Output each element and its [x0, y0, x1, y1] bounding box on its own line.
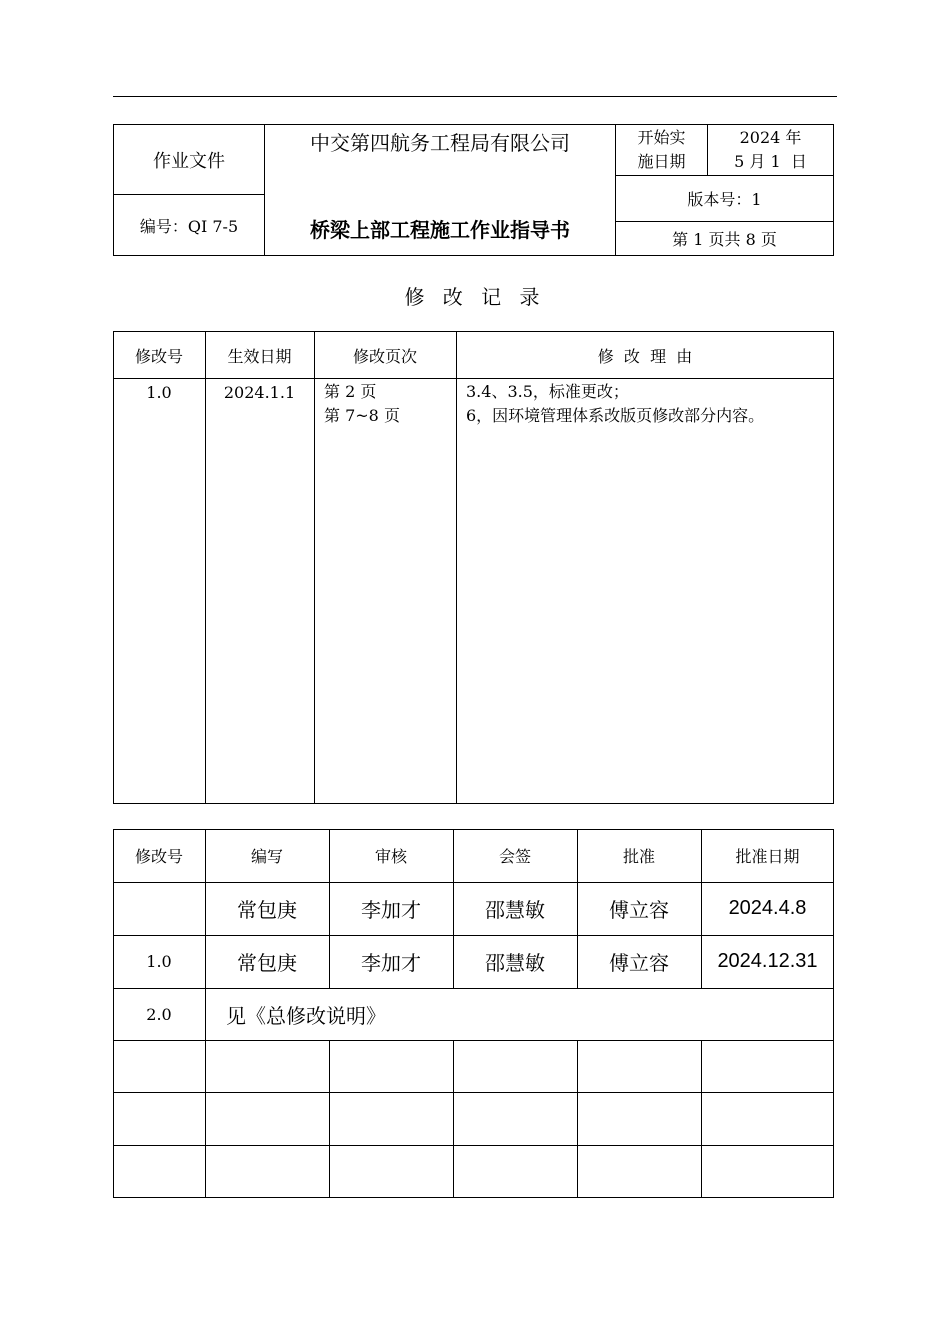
revision-date: 2024.1.1	[223, 382, 296, 402]
approval-reviewer: 李加才	[361, 951, 421, 975]
col-header-no: 修改号	[134, 346, 183, 366]
version: 版本号：1	[615, 175, 834, 222]
approval-col-date: 批准日期	[735, 847, 800, 866]
approval-col-approver: 批准	[622, 847, 655, 866]
approval-note-text: 见《总修改说明》	[226, 1003, 386, 1028]
approval-writer: 常包庚	[237, 951, 297, 975]
approval-col-countersign: 会签	[498, 847, 531, 866]
start-label-line1: 开始实	[637, 128, 686, 147]
col-divider	[314, 331, 315, 804]
doc-type: 作业文件	[113, 124, 265, 195]
approval-countersign: 邵慧敏	[485, 898, 545, 922]
col-divider	[577, 1040, 578, 1198]
header-rule	[113, 96, 837, 97]
col-header-date: 生效日期	[227, 346, 292, 366]
revision-page-item: 第 7~8 页	[324, 406, 400, 425]
approval-no	[113, 882, 205, 935]
start-date-line2: 5 月 1 日	[734, 152, 807, 171]
approval-col-reviewer: 审核	[374, 847, 407, 866]
col-header-reason: 修 改 理 由	[597, 346, 693, 366]
approval-countersign: 邵慧敏	[485, 951, 545, 975]
col-divider	[701, 1040, 702, 1198]
col-divider	[456, 331, 457, 804]
doc-number: 编号：QI 7-5	[113, 194, 265, 256]
revision-pages	[324, 380, 454, 428]
approval-writer: 常包庚	[237, 898, 297, 922]
approval-col-writer: 编写	[250, 847, 283, 866]
approval-no: 2.0	[146, 1004, 172, 1024]
start-date-label	[615, 124, 708, 176]
revision-reasons	[466, 380, 832, 428]
revision-page-item: 第 2 页	[324, 382, 377, 401]
row-divider	[113, 1040, 834, 1041]
col-divider	[329, 1040, 330, 1198]
start-date-line1: 2024 年	[739, 128, 802, 147]
approval-reviewer: 李加才	[361, 898, 421, 922]
revision-reason-item: 6，因环境管理体系改版页修改部分内容。	[466, 406, 765, 425]
revision-record-title: 修 改 记 录	[404, 285, 546, 309]
start-label-line2: 施日期	[637, 152, 686, 171]
row-divider	[113, 1145, 834, 1146]
start-date-value	[707, 124, 834, 176]
approval-col-no: 修改号	[134, 847, 183, 866]
doc-title: 桥梁上部工程施工作业指导书	[310, 217, 570, 242]
revision-reason-item: 3.4、3.5，标准更改；	[466, 382, 629, 401]
approval-date: 2024.4.8	[728, 897, 807, 919]
col-header-pages: 修改页次	[352, 346, 417, 366]
approval-approver: 傅立容	[609, 898, 669, 922]
page-info: 第 1 页共 8 页	[615, 221, 834, 256]
approval-approver: 傅立容	[609, 951, 669, 975]
company-name: 中交第四航务工程局有限公司	[310, 130, 570, 155]
col-divider	[453, 1040, 454, 1198]
row-divider	[113, 1092, 834, 1093]
revision-no: 1.0	[146, 382, 172, 402]
approval-no: 1.0	[146, 952, 172, 971]
approval-date: 2024.12.31	[717, 950, 818, 972]
